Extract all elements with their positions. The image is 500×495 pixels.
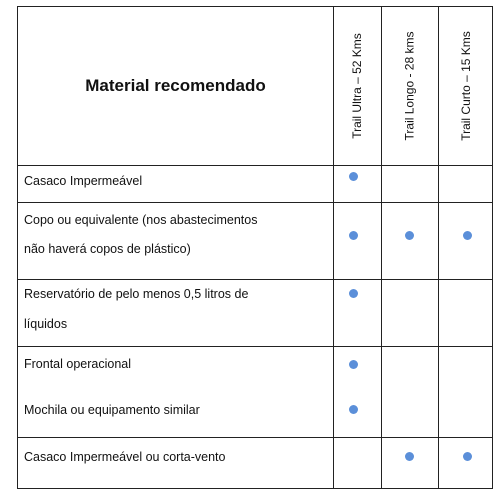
check-dot xyxy=(349,231,358,240)
check-dot xyxy=(405,231,414,240)
row-label: Mochila ou equipamento similar xyxy=(24,403,200,417)
row-label: Copo ou equivalente (nos abastecimentos não haverá copos de plástico) xyxy=(24,213,258,256)
row-divider xyxy=(18,437,492,438)
row-divider xyxy=(18,279,492,280)
row-label: Frontal operacional xyxy=(24,357,132,371)
row-divider xyxy=(18,165,492,166)
check-dot xyxy=(463,452,472,461)
check-dot xyxy=(349,172,358,181)
column-header-label: Trail Curto – 15 Kms xyxy=(459,31,473,141)
column-header-label: Trail Longo - 28 kms xyxy=(402,31,417,141)
row-label: Casaco Impermeável xyxy=(24,174,143,188)
check-dot xyxy=(405,452,414,461)
column-header-trail-ultra xyxy=(333,7,381,165)
equipment-table xyxy=(17,6,493,489)
column-header-trail-longo xyxy=(381,7,438,165)
row-label: Casaco Impermeável ou corta-vento xyxy=(24,450,226,464)
check-dot xyxy=(463,231,472,240)
check-dot xyxy=(349,360,358,369)
row-label: Reservatório de pelo menos 0,5 litros de líquidos xyxy=(24,287,249,331)
row-divider xyxy=(18,346,492,347)
check-dot xyxy=(349,289,358,298)
row-divider xyxy=(18,202,492,203)
table-title: Material recomendado xyxy=(85,76,266,95)
column-header-trail-curto xyxy=(438,7,494,165)
check-dot xyxy=(349,405,358,414)
column-header-label: Trail Ultra – 52 Kms xyxy=(350,33,364,139)
